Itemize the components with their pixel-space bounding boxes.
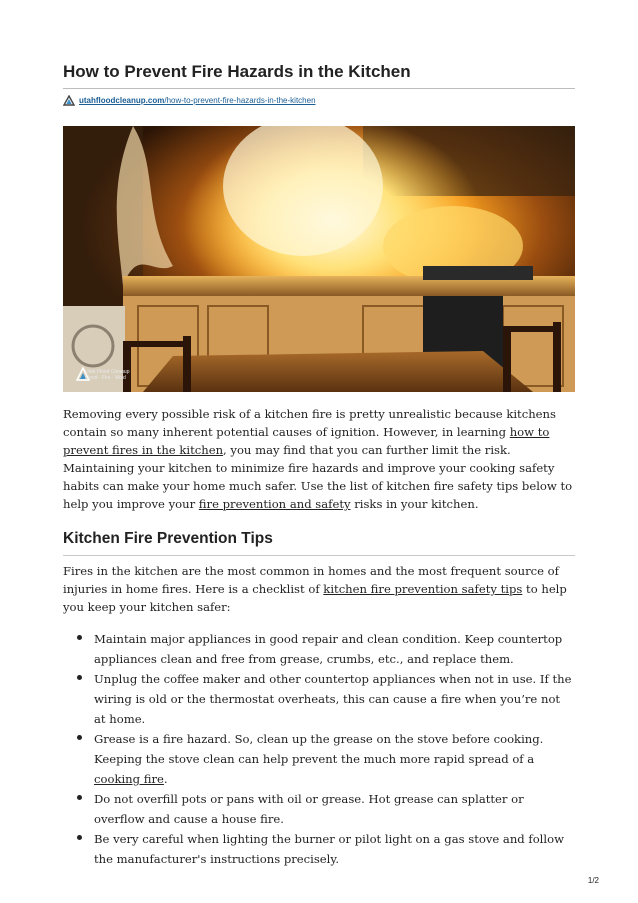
- page-title: How to Prevent Fire Hazards in the Kitchen: [63, 62, 411, 81]
- list-item: Maintain major appliances in good repair and clean condition. Keep countertop appliances clean and free from grease, crumbs, etc., and replace them.: [63, 628, 575, 668]
- page-number: 1/2: [587, 876, 599, 885]
- bullet-icon: [77, 675, 82, 680]
- bullet-icon: [77, 635, 82, 640]
- photo-watermark: Utah Flood Cleanup Flood · Fire · Mold: [85, 369, 130, 381]
- bullet-icon: [77, 735, 82, 740]
- list-item: Be very careful when lighting the burner or pilot light on a gas stove and follow the manufacturer's instructions precisely.: [63, 828, 575, 868]
- source-domain[interactable]: utahfloodcleanup.com: [79, 95, 165, 105]
- section-paragraph: Fires in the kitchen are the most common in homes and the most frequent source of injuries in home fires. Here is a checklist of kitchen fire prevention safety tips to help you keep your kitchen safer:: [63, 564, 567, 614]
- list-item: Unplug the coffee maker and other countertop appliances when not in use. If the wiring is old or the thermostat overheats, this can cause a fire when you’re not at home.: [63, 668, 575, 728]
- source-path[interactable]: /how-to-prevent-fire-hazards-in-the-kitchen: [164, 95, 316, 105]
- list-item: Do not overfill pots or pans with oil or grease. Hot grease can splatter or overflow and cause a house fire.: [63, 788, 575, 828]
- title-divider: [63, 88, 575, 89]
- source-link[interactable]: [63, 93, 316, 107]
- site-logo-icon: [63, 95, 75, 106]
- bullet-icon: [77, 835, 82, 840]
- link-fire-prevention-safety[interactable]: fire prevention and safety: [198, 497, 351, 511]
- link-cooking-fire[interactable]: cooking fire: [94, 772, 164, 786]
- intro-paragraph: Removing every possible risk of a kitchen fire is pretty unrealistic because kitchens contain so many inherent potential causes of ignition. However, in learning how to prevent fires in the kitchen, you may find that you can further limit the risk. Maintaining your kitchen to minimize fire hazards and improve your cooking safety habits can make your home much safer. Use the list of kitchen fire safety tips below to help you improve your fire prevention and safety risks in your kitchen.: [63, 407, 573, 511]
- section-heading: Kitchen Fire Prevention Tips: [63, 530, 273, 547]
- kitchen-fire-photo: [63, 126, 575, 392]
- section-divider: [63, 555, 575, 556]
- link-kitchen-fire-tips[interactable]: kitchen fire prevention safety tips: [323, 582, 523, 596]
- list-item: Grease is a fire hazard. So, clean up the grease on the stove before cooking. Keeping the stove clean can help prevent the much more rapid spread of a cooking fire.: [63, 728, 575, 788]
- link-how-to-prevent-fires[interactable]: how to prevent fires in the kitchen: [63, 425, 550, 457]
- bullet-icon: [77, 795, 82, 800]
- tips-list: [63, 628, 575, 868]
